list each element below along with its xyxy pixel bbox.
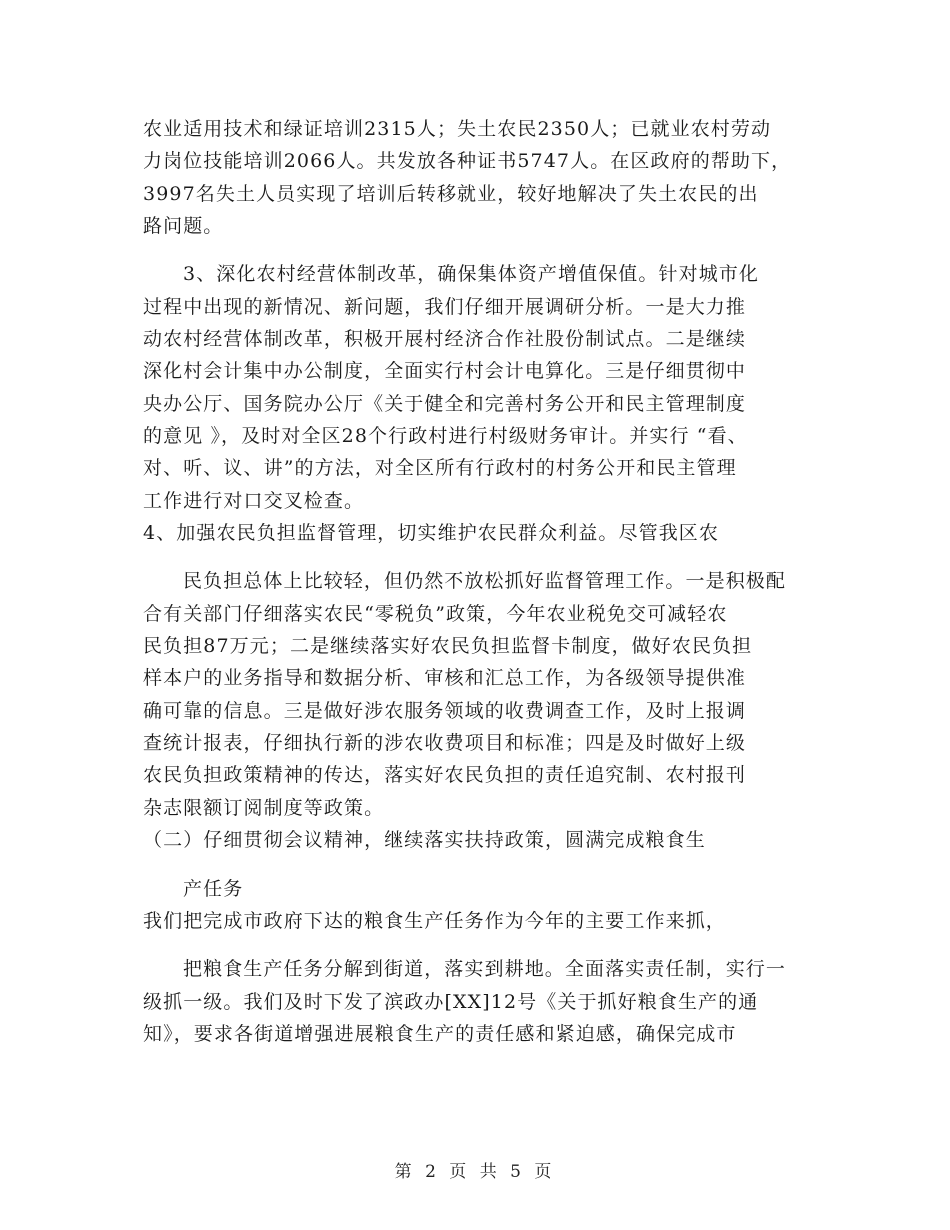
text-line: 动农村经营体制改革，积极开展村经济合作社股份制试点。二是继续	[143, 328, 747, 350]
text-line: 过程中出现的新情况、新问题，我们仔细开展调研分析。一是大力推	[143, 296, 747, 318]
text-line: 民负担87万元；二是继续落实好农民负担监督卡制度，做好农民负担	[143, 635, 753, 657]
section-heading-continued: 我们把完成市政府下达的粮食生产任务作为今年的主要工作来抓，	[143, 910, 726, 932]
text-line: 工作进行对口交叉检查。	[143, 490, 365, 512]
text-line: 的意见 》，及时对全区28个行政村进行村级财务审计。并实行 “看、	[143, 425, 748, 447]
paragraph-heading: 民负担总体上比较轻，但仍然不放松抓好监督管理工作。一是积极配	[183, 570, 787, 592]
text-line: 3997名失土人员实现了培训后转移就业，较好地解决了失土农民的出	[143, 183, 759, 205]
text-line: 农业适用技术和绿证培训2315人；失土农民2350人；已就业农村劳动	[143, 118, 772, 140]
text-line: 知》，要求各街道增强进展粮食生产的责任感和紧迫感，确保完成市	[143, 1023, 737, 1045]
text-line: 深化村会计集中办公制度，全面实行村会计电算化。三是仔细贯彻中	[143, 360, 747, 382]
text-line: 确可靠的信息。三是做好涉农服务领域的收费调查工作，及时上报调	[143, 700, 747, 722]
text-line: 合有关部门仔细落实农民“零税负”政策，今年农业税免交可减轻农	[143, 603, 728, 625]
paragraph-heading: 3、深化农村经营体制改革，确保集体资产增值保值。针对城市化	[183, 263, 759, 285]
page-footer: 第 2 页 共 5 页	[394, 1162, 556, 1182]
text-line: 级抓一级。我们及时下发了滨政办[XX]12号《关于抓好粮食生产的通	[143, 991, 759, 1013]
paragraph-start: 把粮食生产任务分解到街道，落实到耕地。全面落实责任制，实行一	[183, 958, 787, 980]
text-line: 路问题。	[143, 215, 224, 237]
text-line: （二）仔细贯彻会议精神，继续落实扶持政策，圆满完成粮食生	[143, 829, 706, 851]
text-line: 央办公厅、国务院办公厅《关于健全和完善村务公开和民主管理制度	[143, 393, 747, 415]
text-line: 杂志限额订阅制度等政策。	[143, 797, 385, 819]
text-line: 对、听、议、讲”的方法，对全区所有行政村的村务公开和民主管理	[143, 457, 737, 479]
text-line: 力岗位技能培训2066人。共发放各种证书5747人。在区政府的帮助下，	[143, 150, 792, 172]
text-line: 4、加强农民负担监督管理，切实维护农民群众利益。尽管我区农	[143, 522, 719, 544]
text-line: 农民负担政策精神的传达，落实好农民负担的责任追究制、农村报刊	[143, 764, 747, 786]
text-line: 查统计报表，仔细执行新的涉农收费项目和标准；四是及时做好上级	[143, 732, 747, 754]
text-line: 样本户的业务指导和数据分析、审核和汇总工作，为各级领导提供准	[143, 667, 747, 689]
section-heading: 产任务	[183, 878, 244, 900]
